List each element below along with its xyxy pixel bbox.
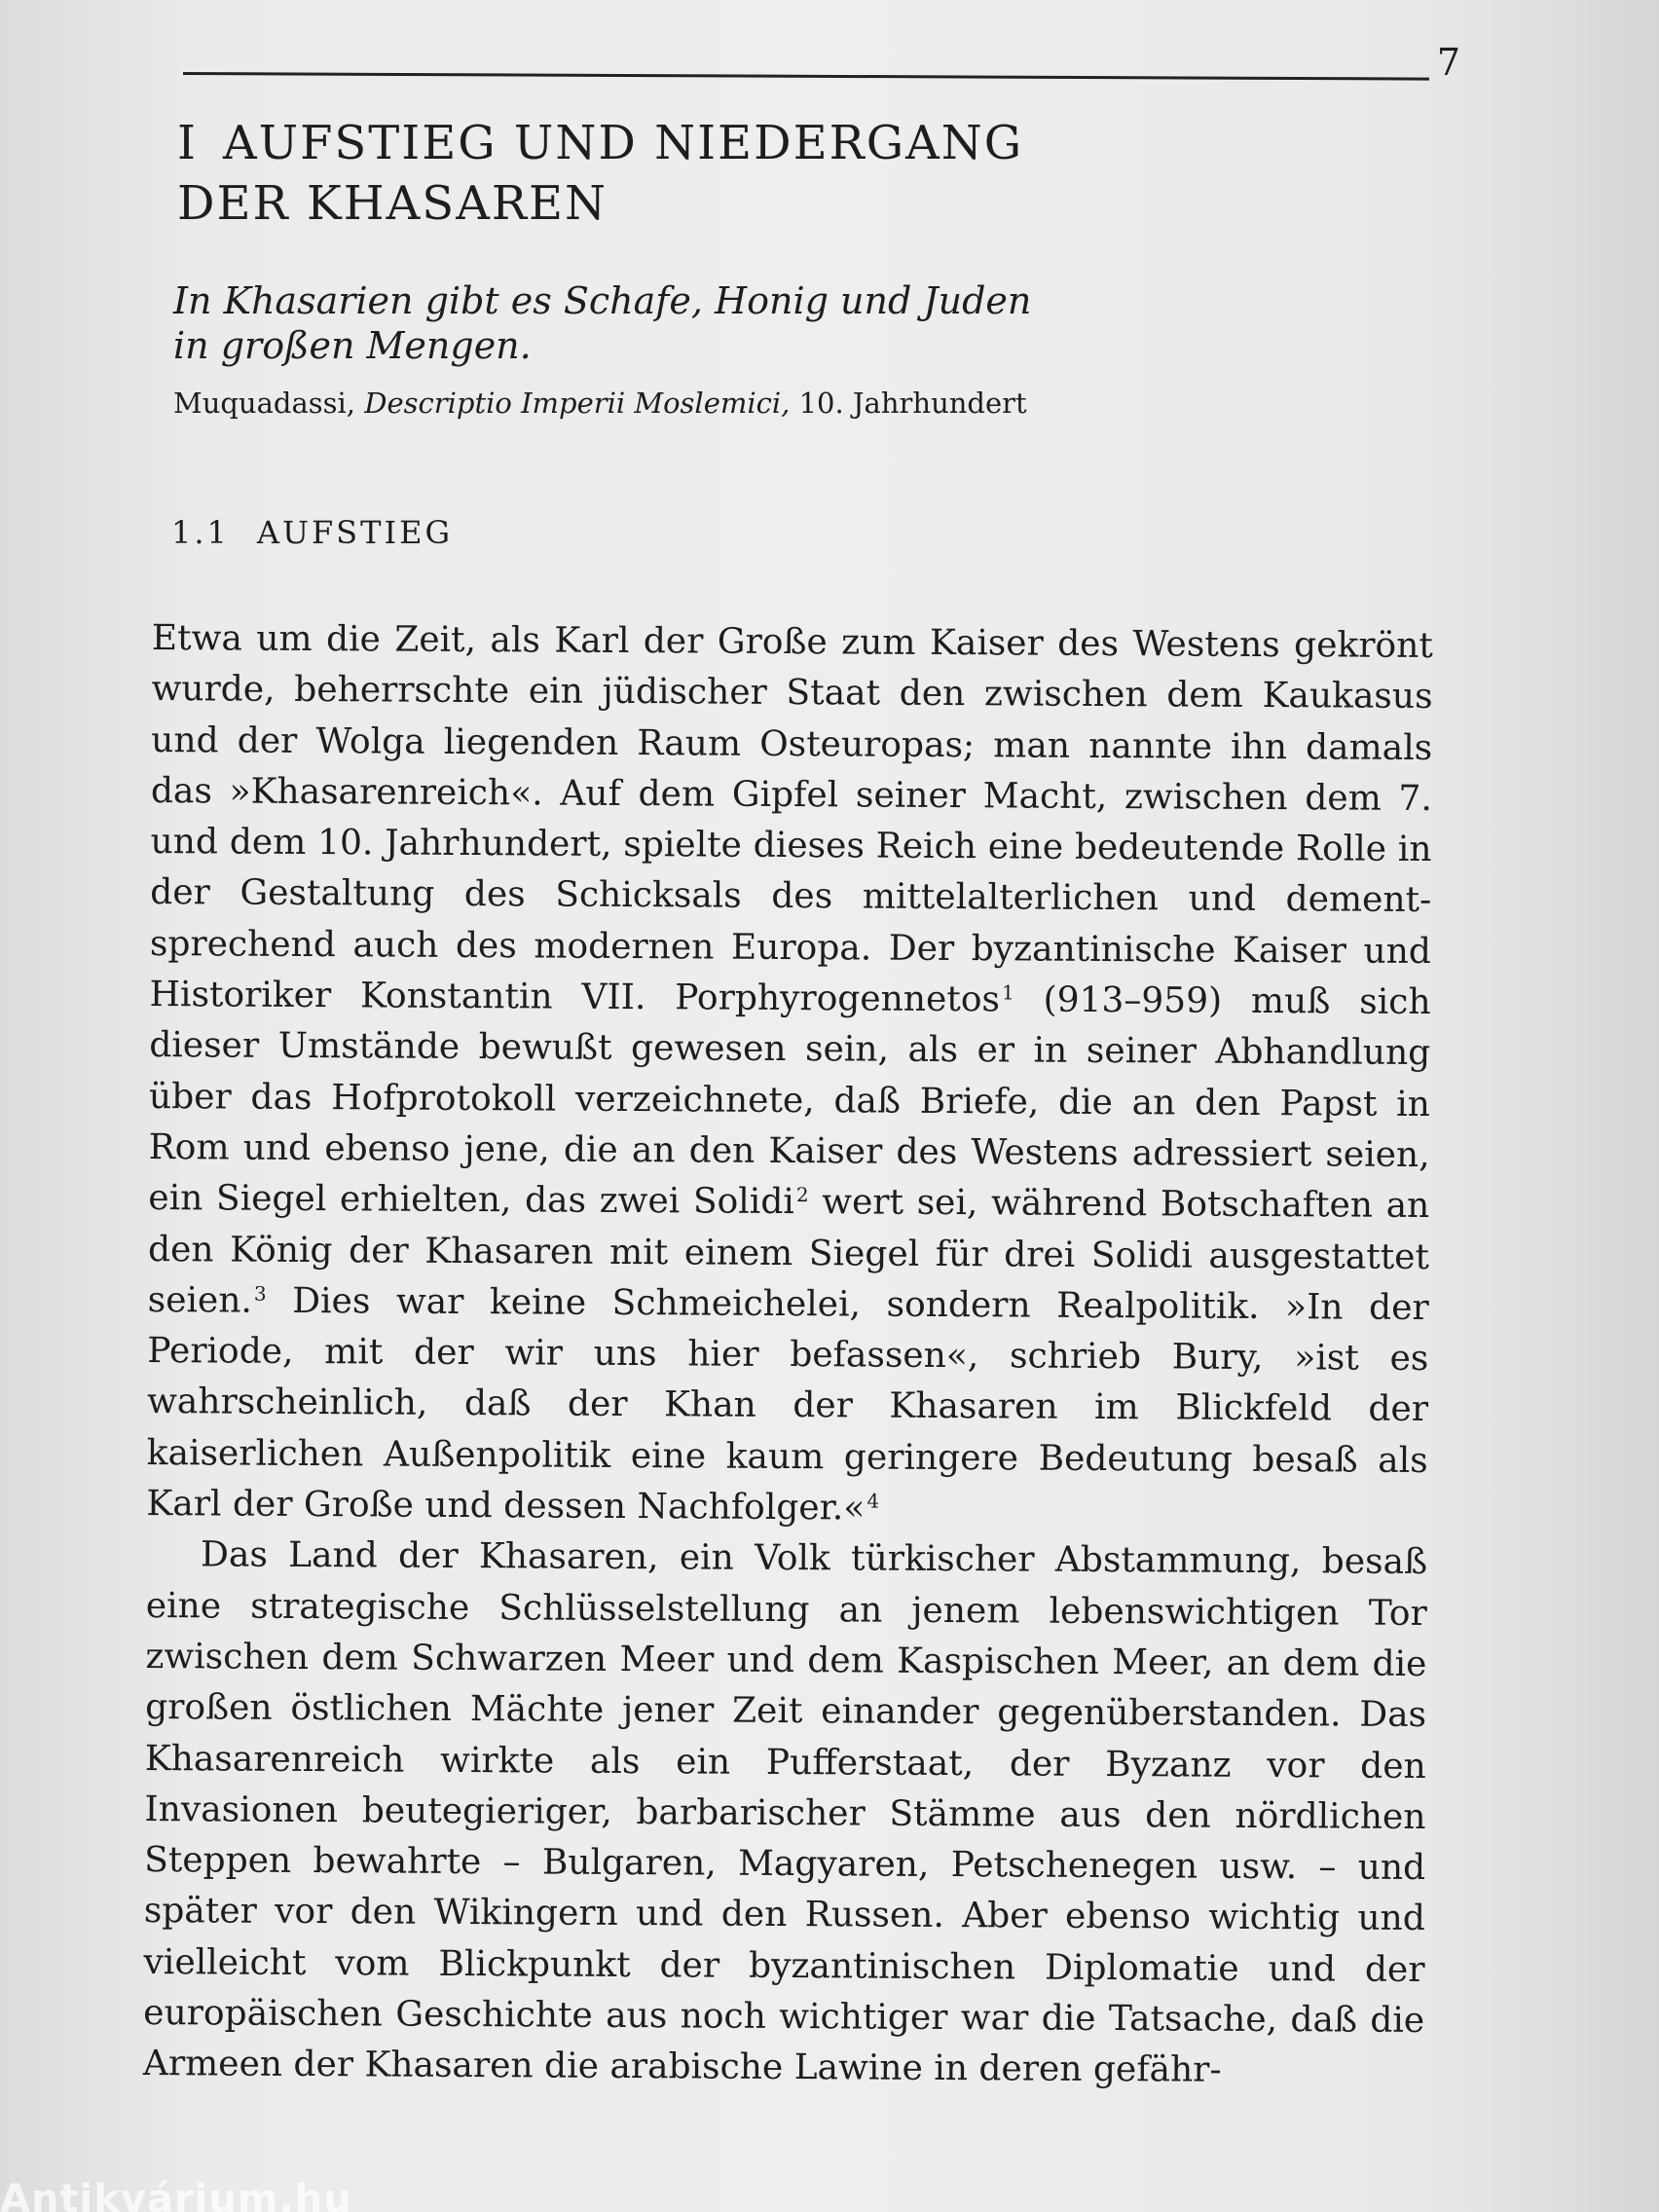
section-heading — [171, 514, 950, 551]
paragraph-1-part-b: (913–959) muß sich dieser Umstände bewußt gewesen sein, als er in seiner Abhandlung über das Hofprotokoll verzeichnete, daß Briefe, die an den Papst in Rom und ebenso jene, die an den Kaiser des Westens adressiert seien, ein Siegel erhielten, das zwei Solidi — [148, 979, 1431, 1223]
epigraph — [173, 278, 1147, 368]
paragraph-2: Das Land der Khasaren, ein Volk türkischer Abstammung, besaß eine strategische Schlüsselstellung an jenem lebenswichtigen Tor zwischen dem Schwarzen Meer und dem Kaspischen Meer, an dem die großen östlichen Mächte jener Zeit einander gegenüberstanden. Das Khasarenreich wirkte als ein Pufferstaat, der Byzanz vor den Invasionen beutegieriger, barbarischer Stämme aus den nördlichen Steppen bewahrte – Bulgaren, Magyaren, Petschenegen usw. – und später vor den Wikingern und den Russen. Aber ebenso wichtig und vielleicht vom Blickpunkt der byzantinischen Diplomatie und der europäischen Geschichte aus noch wichtiger war die Tatsache, daß die Armeen der Khasaren die arabische Lawine in deren gefähr- — [142, 1534, 1428, 2091]
attribution-author: Muquadassi, — [173, 387, 356, 420]
chapter-number: I — [177, 116, 198, 170]
footnote-ref-2: 2 — [795, 1183, 809, 1207]
chapter-title-line1: AUFSTIEG UND NIEDERGANG — [222, 116, 1024, 170]
chapter-title-line2: DER KHASAREN — [177, 176, 608, 231]
paragraph-1-part-d: Dies war keine Schmeichelei, sondern Realpolitik. »In der Periode, mit der wir uns hier befassen«, schrieb Bury, »ist es wahrscheinlich, daß der Khan der Khasaren im Blickfeld der kaiserlichen Außenpolitik eine kaum geringere Bedeutung besaß als Karl der Große und dessen Nachfolger.« — [146, 1280, 1429, 1529]
chapter-title — [177, 113, 1151, 234]
section-title: AUFSTIEG — [256, 514, 453, 551]
paragraph-1-part-a: Etwa um die Zeit, als Karl der Große zum Kaiser des Westens gekrönt wurde, beherrschte ein jüdischer Staat den zwischen dem Kaukasus und der Wolga liegenden Raum Osteuropas; man nannte ihn damals das »Khasarenreich«. Auf dem Gipfel seiner Macht, zwischen dem 7. und dem 10. Jahrhundert, spielte dieses Reich eine bedeutende Rolle in der Gestaltung des Schicksals des mittelalterlichen und dementsprechend auch des modernen Europa. Der byzantinische Kaiser und Historiker Konstantin VII. Porphyrogennetos — [149, 617, 1433, 1020]
epigraph-attribution — [173, 386, 1147, 421]
footnote-ref-3: 3 — [253, 1281, 267, 1306]
footnote-ref-4: 4 — [866, 1489, 880, 1513]
epigraph-line2: in großen Mengen. — [173, 324, 532, 367]
paragraph-1-part-c: wert sei, während Botschaften an den König der Khasaren mit einem Siegel für drei Solidi ausgestattet seien. — [147, 1182, 1430, 1321]
header-rule — [183, 72, 1429, 81]
watermark-logo: Antikvárium.hu — [0, 2177, 352, 2212]
footnote-ref-1: 1 — [1001, 980, 1014, 1005]
paragraph-1 — [146, 613, 1433, 1537]
body-text — [143, 613, 1433, 2098]
attribution-century: 10. Jahrhundert — [798, 387, 1027, 420]
page-number: 7 — [1436, 41, 1460, 84]
section-number: 1.1 — [171, 514, 230, 551]
attribution-work: Descriptio Imperii Moslemici, — [364, 387, 791, 420]
epigraph-line1: In Khasarien gibt es Schafe, Honig und Juden — [173, 279, 1032, 322]
